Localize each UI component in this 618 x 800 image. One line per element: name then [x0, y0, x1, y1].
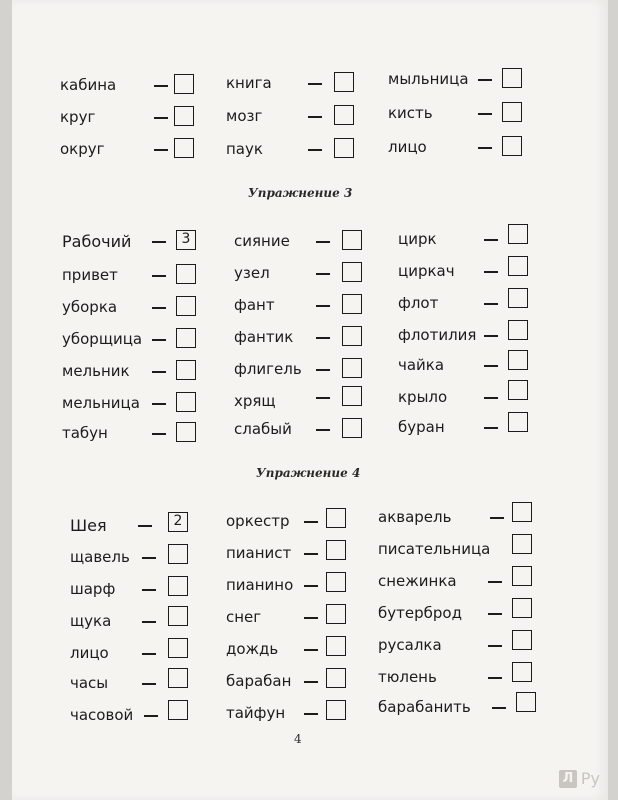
dash	[152, 339, 166, 341]
answer-box[interactable]	[512, 598, 532, 618]
answer-box[interactable]	[334, 138, 354, 158]
answer-box[interactable]	[342, 358, 362, 378]
dash	[484, 271, 498, 273]
dash	[152, 371, 166, 373]
dash	[142, 589, 156, 591]
word: цирк	[398, 230, 437, 248]
answer-box[interactable]	[502, 68, 522, 88]
answer-box[interactable]	[174, 74, 194, 94]
answer-box[interactable]	[168, 700, 188, 720]
answer-box[interactable]	[176, 360, 196, 380]
word: уборка	[62, 298, 118, 316]
word: кабина	[60, 76, 117, 94]
dash	[488, 613, 502, 615]
dash	[478, 147, 492, 149]
answer-box[interactable]	[176, 264, 196, 284]
dash	[484, 427, 498, 429]
dash	[316, 305, 330, 307]
answer-box[interactable]	[508, 256, 528, 276]
word: шарф	[70, 580, 116, 598]
answer-box[interactable]	[168, 606, 188, 626]
word: тайфун	[226, 704, 286, 722]
word: хрящ	[234, 392, 276, 410]
dash	[484, 397, 498, 399]
answer-box[interactable]	[342, 262, 362, 282]
word: лицо	[388, 138, 427, 156]
word: мыльница	[388, 70, 469, 88]
answer-box[interactable]	[502, 102, 522, 122]
word: книга	[226, 74, 272, 92]
dash	[154, 117, 168, 119]
dash	[152, 241, 166, 243]
dash	[308, 83, 322, 85]
dash	[478, 79, 492, 81]
dash	[308, 149, 322, 151]
word: Шея	[70, 516, 107, 535]
word: писательница	[378, 540, 491, 558]
dash	[304, 649, 318, 651]
word: слабый	[234, 420, 292, 438]
answer-box[interactable]	[326, 604, 346, 624]
word: часы	[70, 674, 109, 692]
word: кисть	[388, 104, 433, 122]
dash	[152, 403, 166, 405]
dash	[152, 307, 166, 309]
word: Рабочий	[62, 232, 132, 251]
answer-box[interactable]	[168, 668, 188, 688]
answer-box[interactable]	[326, 572, 346, 592]
answer-box[interactable]	[512, 662, 532, 682]
workbook-page	[12, 0, 608, 800]
word: паук	[226, 140, 263, 158]
dash	[316, 337, 330, 339]
dash	[488, 645, 502, 647]
word: крыло	[398, 388, 448, 406]
word: флот	[398, 294, 439, 312]
answer-box[interactable]	[508, 412, 528, 432]
dash	[152, 433, 166, 435]
answer-box[interactable]: 2	[168, 512, 188, 532]
word: флигель	[234, 360, 302, 378]
word: тюлень	[378, 668, 437, 686]
answer-box[interactable]	[508, 288, 528, 308]
word: оркестр	[226, 512, 290, 530]
word: округ	[60, 140, 105, 158]
word: бутерброд	[378, 604, 462, 622]
answer-box[interactable]	[502, 136, 522, 156]
answer-box[interactable]	[326, 700, 346, 720]
answer-box[interactable]	[176, 296, 196, 316]
answer-box[interactable]	[334, 105, 354, 125]
answer-box[interactable]	[334, 72, 354, 92]
watermark	[559, 769, 600, 788]
word: мельница	[62, 394, 140, 412]
dash	[316, 397, 330, 399]
dash	[484, 303, 498, 305]
dash	[304, 585, 318, 587]
dash	[138, 525, 152, 527]
answer-box[interactable]	[342, 230, 362, 250]
dash	[154, 149, 168, 151]
answer-box[interactable]	[168, 544, 188, 564]
word: барабан	[226, 672, 292, 690]
dash	[304, 681, 318, 683]
answer-box[interactable]	[326, 636, 346, 656]
answer-box[interactable]	[508, 350, 528, 370]
dash	[492, 707, 506, 709]
answer-box[interactable]	[326, 508, 346, 528]
word: мозг	[226, 107, 263, 125]
dash	[490, 517, 504, 519]
answer-box[interactable]	[168, 576, 188, 596]
answer-box[interactable]	[174, 106, 194, 126]
word: табун	[62, 424, 108, 442]
dash	[484, 365, 498, 367]
dash	[316, 429, 330, 431]
word: пианино	[226, 576, 294, 594]
exercise-heading: Упражнение 4	[256, 466, 361, 480]
dash	[484, 239, 498, 241]
dash	[478, 113, 492, 115]
dash	[144, 715, 158, 717]
word: чайка	[398, 356, 445, 374]
answer-box[interactable]	[508, 380, 528, 400]
dash	[154, 85, 168, 87]
answer-box[interactable]	[342, 294, 362, 314]
word: буран	[398, 418, 445, 436]
word: барабанить	[378, 698, 471, 716]
exercise-heading: Упражнение 3	[248, 186, 353, 200]
word: флотилия	[398, 326, 477, 344]
dash	[304, 521, 318, 523]
dash	[316, 369, 330, 371]
answer-box[interactable]	[512, 534, 532, 554]
answer-box[interactable]: 3	[176, 230, 196, 250]
answer-box[interactable]	[512, 630, 532, 650]
dash	[142, 557, 156, 559]
answer-box[interactable]	[508, 224, 528, 244]
word: циркач	[398, 262, 455, 280]
word: щавель	[70, 548, 130, 566]
watermark-text: Ру	[580, 769, 600, 788]
dash	[488, 677, 502, 679]
answer-box[interactable]	[516, 692, 536, 712]
dash	[142, 653, 156, 655]
word: лицо	[70, 644, 109, 662]
answer-box[interactable]	[176, 328, 196, 348]
answer-box[interactable]	[174, 138, 194, 158]
word: акварель	[378, 508, 452, 526]
page-number: 4	[294, 732, 302, 746]
word: привет	[62, 266, 118, 284]
dash	[488, 581, 502, 583]
word: узел	[234, 264, 270, 282]
dash	[316, 273, 330, 275]
dash	[142, 621, 156, 623]
word: мельник	[62, 362, 130, 380]
word: дождь	[226, 640, 279, 658]
word: пианист	[226, 544, 292, 562]
word: уборщица	[62, 330, 143, 348]
answer-box[interactable]	[326, 668, 346, 688]
dash	[152, 275, 166, 277]
word: щука	[70, 612, 112, 630]
answer-box[interactable]	[512, 566, 532, 586]
word: круг	[60, 108, 96, 126]
answer-box[interactable]	[512, 502, 532, 522]
word: русалка	[378, 636, 442, 654]
answer-box[interactable]	[342, 418, 362, 438]
dash	[142, 683, 156, 685]
word: фант	[234, 296, 275, 314]
word: часовой	[70, 706, 134, 724]
labirint-logo-icon: Л	[559, 770, 577, 788]
answer-box[interactable]	[168, 638, 188, 658]
word: снег	[226, 608, 262, 626]
dash	[308, 116, 322, 118]
dash	[484, 335, 498, 337]
dash	[304, 617, 318, 619]
answer-box[interactable]	[176, 422, 196, 442]
answer-box[interactable]	[342, 326, 362, 346]
answer-box[interactable]	[508, 320, 528, 340]
dash	[304, 713, 318, 715]
answer-box[interactable]	[342, 386, 362, 406]
word: сияние	[234, 232, 290, 250]
dash	[316, 241, 330, 243]
answer-box[interactable]	[176, 392, 196, 412]
word: снежинка	[378, 572, 457, 590]
answer-box[interactable]	[326, 540, 346, 560]
word: фантик	[234, 328, 294, 346]
dash	[304, 553, 318, 555]
